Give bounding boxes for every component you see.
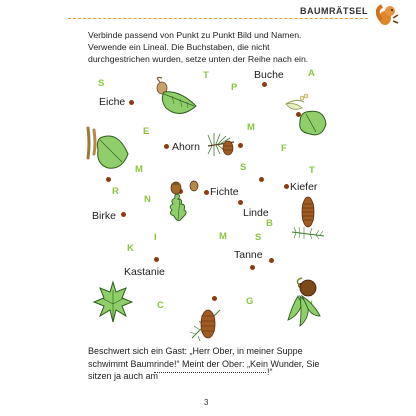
puzzle-letter: M xyxy=(219,231,227,242)
puzzle-letter: T xyxy=(203,70,209,81)
birch-leaf-icon xyxy=(82,124,132,174)
page-title: BAUMRÄTSEL xyxy=(300,6,368,16)
puzzle-letter: N xyxy=(144,194,151,205)
puzzle-letter: F xyxy=(281,143,287,154)
tree-name-buche: Buche xyxy=(254,69,284,81)
connection-dot[interactable] xyxy=(154,257,159,262)
connection-dot[interactable] xyxy=(238,200,243,205)
puzzle-letter: C xyxy=(157,300,164,311)
oak-leaf-acorn-icon xyxy=(164,178,206,228)
puzzle-letter: M xyxy=(135,164,143,175)
maple-leaf-icon xyxy=(92,278,134,326)
puzzle-letter: S xyxy=(255,232,262,243)
answer-blank[interactable] xyxy=(154,372,266,373)
puzzle-letter: S xyxy=(240,162,247,173)
connection-dot[interactable] xyxy=(262,82,267,87)
puzzle-letter: K xyxy=(127,243,134,254)
puzzle-letter: E xyxy=(143,126,150,137)
tree-name-tanne: Tanne xyxy=(234,249,263,261)
puzzle-letter: S xyxy=(98,78,105,89)
tree-name-birke: Birke xyxy=(92,210,116,222)
puzzle-letter: G xyxy=(246,296,254,307)
connection-dot[interactable] xyxy=(259,177,264,182)
chestnut-leaf-icon xyxy=(278,276,328,332)
joke-line-2: schwimmt Baumrinde!“ Meint der Ober: „Kein Wunder, Sie xyxy=(88,358,320,369)
puzzle-letter: T xyxy=(309,165,315,176)
squirrel-mascot-icon xyxy=(376,2,400,28)
instructions-text: Verbinde passend von Punkt zu Punkt Bild und Namen. Verwende ein Lineal. Die Buchstaben, die nicht durchgestrichen wurden, setze unten der Reihe nach ein. xyxy=(88,30,309,65)
hazelnut-leaf-icon xyxy=(150,76,200,122)
puzzle-letter: R xyxy=(112,186,119,197)
tree-name-ahorn: Ahorn xyxy=(172,141,201,153)
pine-twig-icon xyxy=(204,126,244,160)
tree-name-eiche: Eiche xyxy=(99,96,126,108)
joke-line-1: Beschwert sich ein Gast: „Herr Ober, in meiner Suppe xyxy=(88,346,303,356)
puzzle-letter: B xyxy=(266,218,273,229)
joke-line-3: sitzen ja auch am xyxy=(88,371,159,381)
puzzle-letter: M xyxy=(247,122,255,133)
tree-name-fichte: Fichte xyxy=(210,186,239,198)
spruce-cone-icon xyxy=(290,196,326,244)
header-divider xyxy=(68,18,368,19)
connection-dot[interactable] xyxy=(284,184,289,189)
fir-cone-icon xyxy=(186,298,228,346)
tree-name-kiefer: Kiefer xyxy=(290,181,318,193)
connection-dot[interactable] xyxy=(129,100,134,105)
connection-dot[interactable] xyxy=(250,265,255,270)
connection-dot[interactable] xyxy=(121,212,126,217)
puzzle-letter: I xyxy=(154,232,157,243)
puzzle-letter: P xyxy=(231,82,238,93)
joke-ending: !“ xyxy=(267,367,273,377)
linden-leaf-icon xyxy=(282,92,328,142)
connection-dot[interactable] xyxy=(269,258,274,263)
joke-text xyxy=(88,345,338,383)
tree-name-linde: Linde xyxy=(243,207,269,219)
connection-dot[interactable] xyxy=(106,177,111,182)
tree-name-kastanie: Kastanie xyxy=(124,266,165,278)
page-number: 3 xyxy=(204,398,209,407)
puzzle-letter: A xyxy=(308,68,315,79)
connection-dot[interactable] xyxy=(164,144,169,149)
